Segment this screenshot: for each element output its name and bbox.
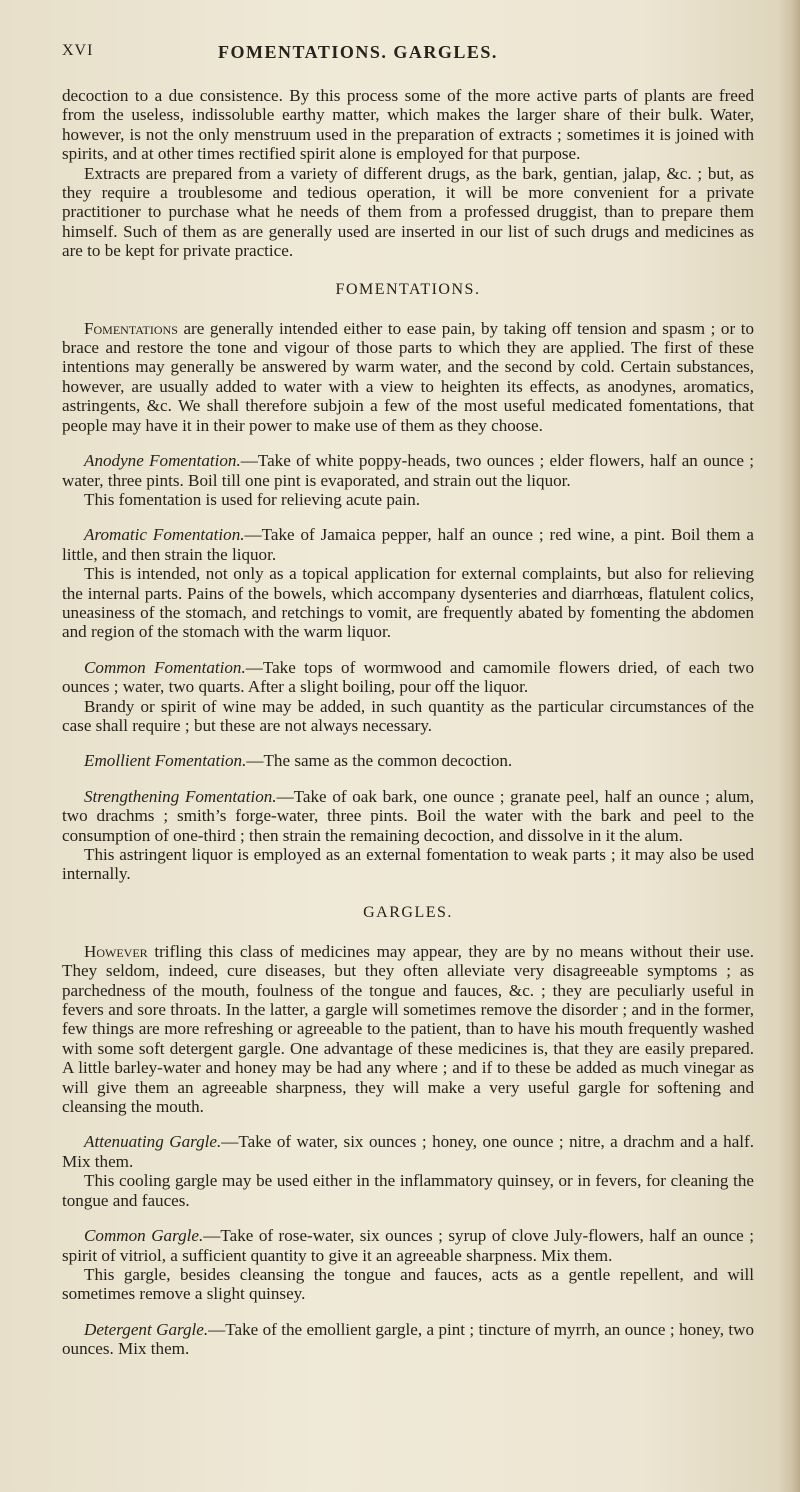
recipe-text: —Take tops of wormwood and camomile flowers dried, of each two ounces ; water, two quarts. After a slight boiling, pour off the liquor. <box>62 657 754 697</box>
lead-word: However <box>84 941 148 961</box>
running-title: FOMENTATIONS. GARGLES. <box>218 42 498 62</box>
recipe-note: This gargle, besides cleansing the tongue and fauces, acts as a gentle repellent, and will sometimes remove a slight quinsey. <box>62 1264 754 1304</box>
running-head <box>62 42 754 68</box>
recipe-name: Anodyne Fomentation. <box>84 451 241 471</box>
recipe-attenuating <box>62 1132 754 1171</box>
recipe-name: Common Fomentation. <box>84 657 246 677</box>
recipe-text: —Take of water, six ounces ; honey, one ounce ; nitre, a drachm and a half. Mix them. <box>62 1132 754 1171</box>
recipe-name: Common Gargle. <box>84 1226 204 1246</box>
recipe-common-gargle <box>62 1226 754 1265</box>
recipe-name: Strengthening Fomentation. <box>84 786 277 806</box>
recipe-aromatic <box>62 525 754 564</box>
page-edge-shadow <box>778 0 800 1492</box>
recipe-text: —Take of Jamaica pepper, half an ounce ; red wine, a pint. Boil them a little, and then strain the liquor. <box>62 525 754 564</box>
recipe-text: —The same as the common decoction. <box>246 751 513 771</box>
recipe-name: Attenuating Gargle. <box>84 1132 222 1152</box>
section-heading-gargles: GARGLES. <box>363 903 453 921</box>
gargles-intro <box>62 942 754 1117</box>
fomentations-intro <box>62 319 754 435</box>
recipe-text: —Take of white poppy-heads, two ounces ; elder flowers, half an ounce ; water, three pints. Boil till one pint is evaporated, and strain out the liquor. <box>62 451 754 490</box>
recipe-text: —Take of oak bark, one ounce ; granate peel, half an ounce ; alum, two drachms ; smith’s forge-water, three pints. Boil the water with the bark and peel to the consumption of one-third ; then strain the remaining decoction, and dissolve in it the alum. <box>62 786 754 845</box>
page-number: XVI <box>62 42 94 59</box>
recipe-note: This cooling gargle may be used either in the inflammatory quinsey, or in fevers, for cleaning the tongue and fauces. <box>62 1171 754 1210</box>
recipe-common-fomentation <box>62 658 754 697</box>
recipe-note: This is intended, not only as a topical application for external complaints, but also for relieving the internal parts. Pains of the bowels, which accompany dysenteries and diarrhœas, flatulent colics, uneasiness of the stomach, and retchings to vomit, are frequently abated by fomenting the abdomen and region of the stomach with the warm liquor. <box>62 564 754 642</box>
recipe-name: Detergent Gargle. <box>84 1319 209 1339</box>
lead-word: Fomentations <box>84 318 178 338</box>
intro-text: are generally intended either to ease pain, by taking off tension and spasm ; or to brace and restore the tone and vigour of those parts to which they are applied. The first of these intentions may generally be answered by warm water, and the second by cold. Certain substances, however, are usually added to water with a view to heighten its effects, as anodynes, aromatics, astringents, &c. We shall therefore subjoin a few of the most useful medicated fomentations, that people may have it in their power to make use of them as they choose. <box>62 318 754 435</box>
recipe-detergent <box>62 1320 754 1359</box>
recipe-note: This fomentation is used for relieving acute pain. <box>84 489 421 509</box>
recipe-emollient <box>62 751 754 770</box>
recipe-text: —Take of rose-water, six ounces ; syrup of clove July-flowers, half an ounce ; spirit of vitriol, a sufficient quantity to give it an agreeable sharpness. Mix them. <box>62 1226 754 1265</box>
recipe-anodyne <box>62 451 754 490</box>
intro-paragraph-1: decoction to a due consistence. By this process some of the more active parts of plants are freed from the useless, indissoluble earthy matter, which makes the larger share of their bulk. Water, however, is not the only menstruum used in the preparation of extracts ; sometimes it is joined with spirits, and at other times rectified spirit alone is employed for that purpose. <box>62 86 754 164</box>
recipe-note: Brandy or spirit of wine may be added, in such quantity as the particular circumstances of the case shall require ; but these are not always necessary. <box>62 696 754 735</box>
intro-text: trifling this class of medicines may appear, they are by no means without their use. They seldom, indeed, cure diseases, but they often alleviate very disagreeable symptoms ; as parchedness of the mouth, foulness of the tongue and fauces, &c. ; they are peculiarly useful in fevers and sore throats. In the latter, a gargle will sometimes remove the disorder ; and in the former, few things are more refreshing or agreeable to the patient, than to have his mouth frequently washed with some soft detergent gargle. One advantage of these medicines is, that they are easily prepared. A little barley-water and honey may be had any where ; and if to these be added as much vinegar as will give them an agreeable sharpness, they will make a very useful gargle for softening and cleansing the mouth. <box>62 941 754 1117</box>
intro-paragraph-2: Extracts are prepared from a variety of different drugs, as the bark, gentian, jalap, &c. ; but, as they require a troublesome and tedious operation, it will be more convenient for a private practitioner to purchase what he needs of them from a professed druggist, than to prepare them himself. Such of them as are generally used are inserted in our list of such drugs and medicines as are to be kept for private practice. <box>62 163 754 261</box>
recipe-text: —Take of the emollient gargle, a pint ; tincture of myrrh, an ounce ; honey, two ounces. Mix them. <box>62 1319 754 1359</box>
section-heading-fomentations: FOMENTATIONS. <box>335 280 481 298</box>
recipe-note: This astringent liquor is employed as an external fomentation to weak parts ; it may also be used internally. <box>62 845 754 884</box>
recipe-name: Emollient Fomentation. <box>84 751 247 771</box>
recipe-name: Aromatic Fomentation. <box>84 525 245 545</box>
recipe-strengthening <box>62 787 754 845</box>
